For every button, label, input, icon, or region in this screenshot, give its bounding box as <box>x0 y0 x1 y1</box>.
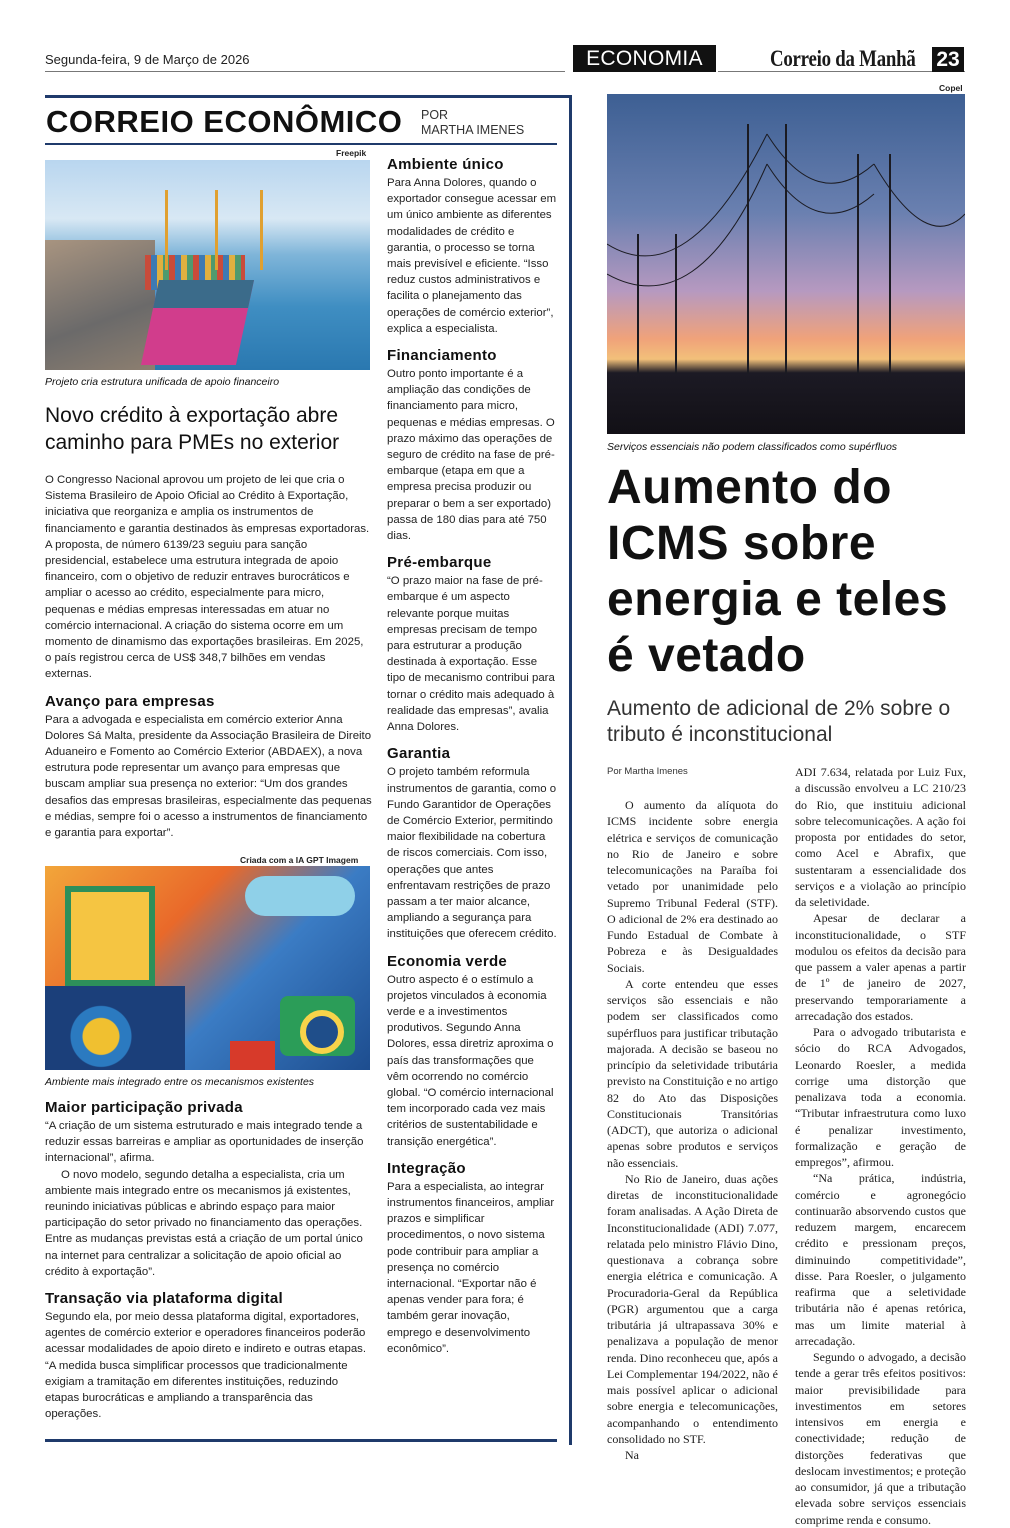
byline-prefix: POR <box>421 108 449 122</box>
power-cables <box>607 94 965 434</box>
article-byline: Por Martha Imenes <box>607 766 688 777</box>
column-border-bottom <box>45 1439 557 1442</box>
paragraph: No Rio de Janeiro, duas ações diretas de inconstitucionalidade foram analisadas. A Ação Direta de Inconstitucionalidade (ADI) 7.077, relatada pelo ministro Flávio Dino, questionava a cobrança sobre energia elétrica e comunicação. A Procuradoria-Geral da República (PGR) argumentou que a carga tributária já ultrapassava 30% e penalizava a população de menor renda. Dino reconheceu que, após a Lei Complementar 194/2022, não é mais possível aplicar o adicional sobre energia e telecomunicações, acompanhando o entendimento consolidado no STF. <box>607 1171 778 1446</box>
column-title: CORREIO ECONÔMICO <box>46 104 403 139</box>
paragraph: Para o advogado tributarista e sócio do RCA Advogados, Leonardo Roesler, a medida corrige uma distorção que penalizava toda a economia. “Tributar infraestrutura como luxo é penalizar investimento, formalização e geração de empregos”, afirmou. <box>795 1025 966 1169</box>
photo-credit: Freepik <box>336 148 367 158</box>
photo-credit: Criada com a IA GPT Imagem <box>240 855 359 865</box>
paragraph: Outro aspecto é o estímulo a projetos vinculados à economia verde e a investimentos produtivos. Segundo Anna Dolores, essa diretriz aproxima o país das transformações que vêm ocorrendo no comércio global. “O comércio internacional tem incorporado cada vez mais critérios de sustentabilidade e transição energética”. <box>387 973 554 1148</box>
column-border-top <box>45 95 572 98</box>
column-headline: Novo crédito à exportação abre caminho para PMEs no exterior <box>45 404 340 454</box>
paragraph: Apesar de declarar a inconstitucionalidade, o STF modulou os efeitos da decisão para que passem a valer apenas a partir de 1º de janeiro de 2027, preservando temporariamente a arrecadação dos estados. <box>795 911 966 1023</box>
power-lines-photo <box>607 94 965 434</box>
page-number: 23 <box>932 47 964 72</box>
newspaper-masthead: Correio da Manhã <box>770 46 916 71</box>
paragraph: O aumento da alíquota do ICMS incidente sobre energia elétrica e serviços de comunicação no Rio de Janeiro e sobre telecomunicações na Paraíba foi vetado por unanimidade pelo Supremo Tribunal Federal (STF). O adicional de 2% era destinado ao Fundo Estadual de Combate à Pobreza e às Desigualdades Sociais. <box>607 798 778 975</box>
issue-date: Segunda-feira, 9 de Março de 2026 <box>45 52 250 67</box>
byline-name: MARTHA IMENES <box>421 123 525 137</box>
photo-credit: Copel <box>939 83 963 93</box>
paragraph: “Na prática, indústria, comércio e agronegócio continuarão absorvendo custos que reduzem margem, encarecem crédito e pressionam preços, diminuindo competitividade”, disse. Para Roesler, o julgamento reafirma que a seletividade tributária não é apenas retórica, mas um limite material à arrecadação. <box>795 1171 966 1348</box>
article-column-1 <box>607 797 778 1463</box>
photo-caption: Ambiente mais integrado entre os mecanismos existentes <box>45 1076 315 1088</box>
paragraph: Para Anna Dolores, quando o exportador consegue acessar em um único ambiente as diferentes modalidades de crédito e garantia, o processo se torna mais previsível e eficiente. “Isso reduz custos administrativos e facilita o planejamento das operações de comércio exterior”, explica a especialista. <box>387 177 557 335</box>
paragraph: Segundo o advogado, a decisão tende a gerar três efeitos positivos: maior previsibilidade para investimentos em setores intensivos em energia e conectividade; redução de distorções federativas que deslocam investimentos; e proteção ao consumidor, já que a tributação elevada sobre serviços essenciais comprime renda e consumo. <box>795 1350 966 1527</box>
subheading: Pré-embarque <box>387 554 492 572</box>
paragraph: A corte entendeu que esses serviços são essenciais e não podem ser classificados como supérfluos para justificar tributação majorada. A decisão se baseou no princípio da seletividade tributária previsto na Constituição e no artigo 82 do Ato das Disposições Constitucionais Transitórias (ADCT), que autoriza o adicional apenas sobre produtos e serviços não essenciais. <box>607 976 778 1170</box>
column-byline <box>421 108 524 138</box>
subheading: Economia verde <box>387 952 508 970</box>
paragraph: O projeto também reformula instrumentos de garantia, como o Fundo Garantidor de Operações de Comércio Exterior, permitindo maior flexibilidade na cobertura de riscos comerciais. Com isso, operações que antes enfrentavam restrições de prazo passam a ter maior alcance, ampliando a segurança para instituições que oferecem crédito. <box>387 766 557 941</box>
paragraph: “A criação de um sistema estruturado e mais integrado tende a reduzir essas barreiras e ampliar as oportunidades de inserção internacional”, afirma. <box>45 1120 364 1165</box>
subheading: Garantia <box>387 745 451 763</box>
subheading: Financiamento <box>387 347 497 365</box>
intro-paragraph: O Congresso Nacional aprovou um projeto de lei que cria o Sistema Brasileiro de Apoio Oficial ao Crédito à Exportação, iniciativa que reorganiza e amplia os instrumentos de financiamento e garantia destinados às empresas exportadoras. A proposta, de número 6139/23 seguiu para sanção presidencial, estabelece uma estrutura integrada de apoio financeiro, com o objetivo de reduzir entraves burocráticos e ampliar o acesso ao crédito, especialmente para micro, pequenas e médias empresas interessadas em atuar no comércio internacional. A criação do sistema ocorre em um momento de dinamismo das exportações brasileiras. Em 2025, o país registrou cerca de US$ 348,7 bilhões em vendas externas. <box>45 474 370 681</box>
article-deck: Aumento de adicional de 2% sobre o tributo é inconstitucional <box>607 697 951 746</box>
title-rule <box>45 143 557 145</box>
subheading: Transação via plataforma digital <box>45 1290 284 1308</box>
left-column-text <box>45 472 372 841</box>
paragraph: Para a especialista, ao integrar instrumentos financeiros, ampliar prazos e simplificar procedimentos, o novo sistema pode contribuir para ampliar a presença no comércio internacional. “Exportar não é apenas vender para fora; é também gerar inovação, emprego e desenvolvimento econômico”. <box>387 1180 555 1355</box>
header-rule <box>45 71 565 72</box>
middle-column-text <box>387 155 557 1357</box>
subheading: Maior participação privada <box>45 1099 243 1116</box>
paragraph: Outro ponto importante é a ampliação das condições de financiamento para micro, pequenas e médias empresas. O prazo máximo das operações de seguro de crédito na fase de pré-embarque (etapa em que a empresa precisa produzir ou preparar o bem a ser exportado) passa de 180 dias para até 750 dias. <box>387 368 555 543</box>
subheading: Ambiente único <box>387 156 504 173</box>
cargo-ship-photo <box>45 160 370 370</box>
paragraph: Para a advogada e especialista em comércio exterior Anna Dolores Sá Malta, presidente da Associação Brasileira de Direito Aduaneiro e Fomento ao Comércio Exterior (ABDAEX), a nova estrutura pode representar um avanço para empresas que buscam ampliar sua presença no exterior: “Um dos grandes desafios das empresas brasileiras, especialmente das pequenas e médias, sempre foi o acesso a instrumentos de financiamento e garantia para exportar”. <box>45 713 372 840</box>
section-label: ECONOMIA <box>573 45 716 72</box>
paragraph-continued: ADI 7.634, relatada por Luiz Fux, a discussão envolveu a LC 210/23 do Rio, que instituiu adicional sobre telecomunicações. A ação foi proposta por entidades do setor, como Acel e Abrafix, que sustentaram a essencialidade dos serviços e a violação ao princípio da seletividade. <box>795 765 966 909</box>
column-border-right <box>569 95 572 1445</box>
paragraph: “O prazo maior na fase de pré-embarque é um aspecto relevante porque muitas empresas precisam de tempo para estruturar a produção destinada à exportação. Esse tipo de mecanismo contribui para tornar o crédito mais adequado à realidade das empresas”, avalia Anna Dolores. <box>387 575 555 734</box>
illustration-image <box>45 866 370 1070</box>
photo-caption: Serviços essenciais não podem classificados como supérfluos <box>607 441 898 453</box>
paragraph: Na <box>625 1448 639 1462</box>
paragraph: O novo modelo, segundo detalha a especialista, cria um ambiente mais integrado entre os mecanismos já existentes, reunindo iniciativas públicas e abrindo espaço para maior participação do setor privado no financiamento das operações. Entre as mudanças previstas está a criação de um portal único na internet para centralizar a solicitação de apoio oficial ao crédito à exportação”. <box>45 1168 363 1278</box>
subheading: Integração <box>387 1159 466 1177</box>
left-column-text-lower <box>45 1098 372 1422</box>
article-headline: Aumento do ICMS sobre energia e teles é vetado <box>607 461 949 682</box>
subheading: Avanço para empresas <box>45 692 215 710</box>
photo-caption: Projeto cria estrutura unificada de apoio financeiro <box>45 376 280 388</box>
paragraph: Segundo ela, por meio dessa plataforma digital, exportadores, agentes de comércio exterior e operadores financeiros poderão acessar modalidades de apoio direto e indireto e outras etapas. “A medida busca simplificar processos que tradicionalmente exigiam a tramitação em diferentes instituições, reduzindo etapas burocráticas e ampliando a transparência das operações. <box>45 1311 367 1421</box>
